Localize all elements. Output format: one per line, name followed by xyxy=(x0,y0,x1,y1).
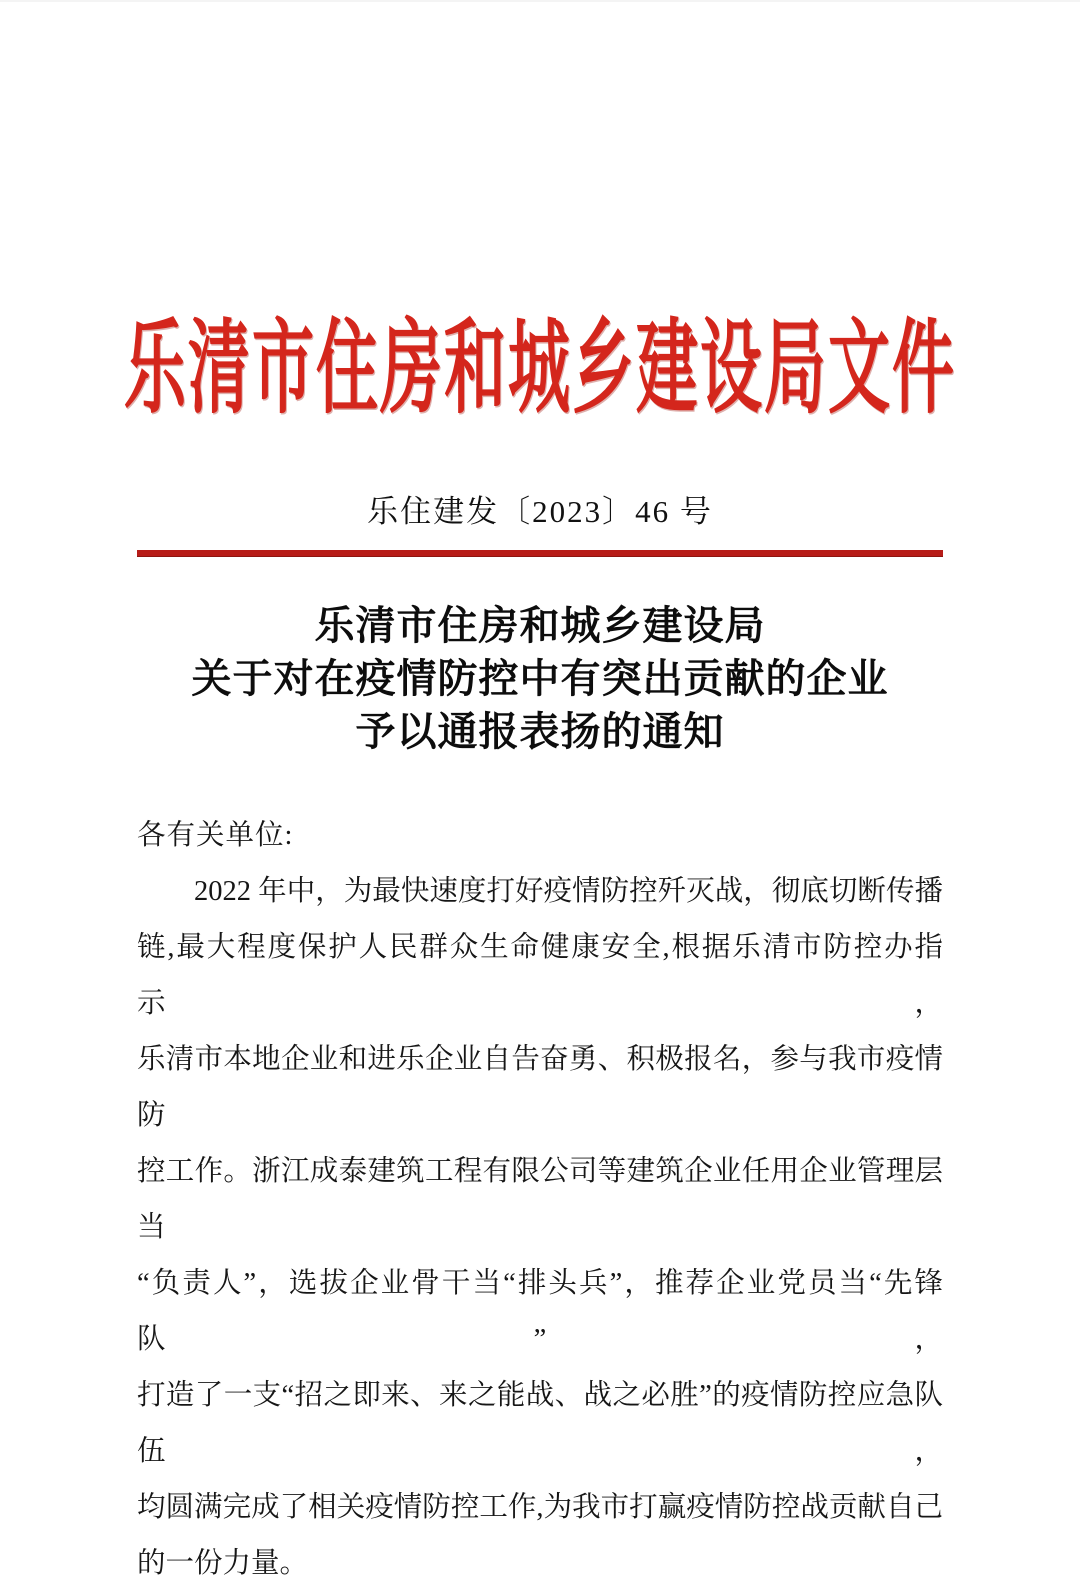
document-title-line-2: 关于对在疫情防控中有突出贡献的企业 xyxy=(191,656,889,701)
salutation: 各有关单位: xyxy=(137,820,294,851)
red-divider-rule xyxy=(137,550,943,557)
body-line-1: 2022 年中，为最快速度打好疫情防控歼灭战，彻底切断传播 xyxy=(194,876,943,907)
document-body xyxy=(137,808,943,1592)
body-line-3: 乐清市本地企业和进乐企业自告奋勇、积极报名，参与我市疫情防 xyxy=(137,1044,943,1131)
body-line-8: 的一份力量。 xyxy=(137,1548,309,1579)
body-line-2: 链,最大程度保护人民群众生命健康安全,根据乐清市防控办指示， xyxy=(137,932,943,1019)
document-title-line-1: 乐清市住房和城乡建设局 xyxy=(314,603,766,648)
document-number: 乐住建发〔2023〕46 号 xyxy=(367,494,713,529)
body-line-4: 控工作。浙江成泰建筑工程有限公司等建筑企业任用企业管理层当 xyxy=(137,1156,943,1243)
document-title-line-3: 予以通报表扬的通知 xyxy=(355,709,725,754)
body-line-7: 均圆满完成了相关疫情防控工作,为我市打赢疫情防控战贡献自己 xyxy=(137,1492,943,1523)
document-title xyxy=(0,599,1080,758)
body-line-6: 打造了一支“招之即来、来之能战、战之必胜”的疫情防控应急队伍， xyxy=(137,1380,943,1467)
body-line-5: “负责人”，选拔企业骨干当“排头兵”，推荐企业党员当“先锋队”， xyxy=(137,1268,943,1355)
agency-banner-title: 乐清市住房和城乡建设局文件 xyxy=(123,313,956,427)
